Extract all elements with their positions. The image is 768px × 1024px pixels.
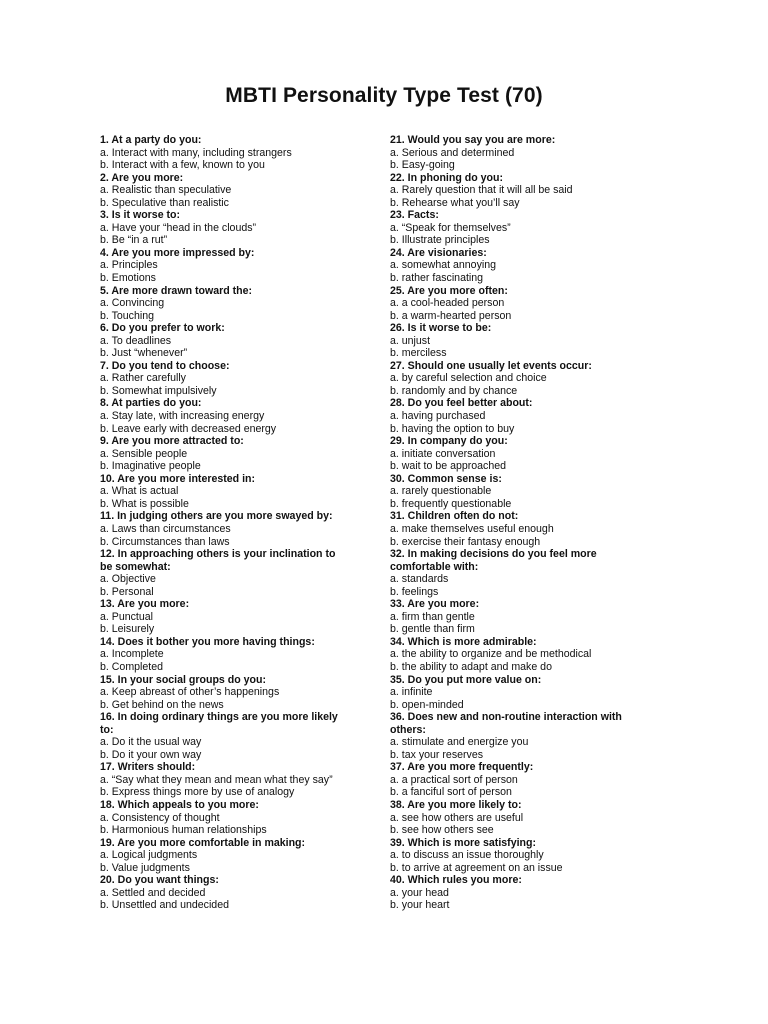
question-text: 38. Are you more likely to:: [390, 798, 522, 811]
question-text: 1. At a party do you:: [100, 134, 202, 146]
question-column-left: [100, 134, 350, 912]
question-item: [390, 435, 640, 473]
answer-option-b: b. a fanciful sort of person: [390, 786, 512, 799]
answer-option-b: b. Illustrate principles: [390, 234, 490, 247]
answer-option-a: a. Interact with many, including strangers: [100, 146, 292, 159]
question-text: 34. Which is more admirable:: [390, 635, 537, 648]
answer-option-a: a. firm than gentle: [390, 610, 475, 623]
question-item: [390, 548, 640, 598]
question-item: [100, 322, 350, 360]
answer-option-b: b. Just “whenever”: [100, 347, 188, 360]
answer-option-a: a. Sensible people: [100, 447, 188, 460]
question-item: [390, 711, 640, 761]
question-text: 27. Should one usually let events occur:: [390, 359, 592, 372]
question-text: 6. Do you prefer to work:: [100, 322, 225, 335]
answer-option-a: a. somewhat annoying: [390, 259, 497, 272]
answer-option-a: a. make themselves useful enough: [390, 522, 554, 535]
question-column-right: [390, 134, 640, 912]
question-text: 26. Is it worse to be:: [390, 322, 492, 335]
answer-option-a: a. by careful selection and choice: [390, 372, 547, 385]
question-item: [390, 285, 640, 323]
answer-option-a: a. Realistic than speculative: [100, 184, 232, 197]
question-item: [100, 874, 350, 912]
answer-option-a: a. standards: [390, 573, 449, 586]
answer-option-b: b. exercise their fantasy enough: [390, 535, 541, 548]
question-text: 25. Are you more often:: [390, 284, 508, 297]
question-item: [390, 674, 640, 712]
question-item: [100, 209, 350, 247]
answer-option-b: b. Somewhat impulsively: [100, 384, 217, 397]
question-text: 22. In phoning do you:: [390, 171, 503, 184]
answer-option-b: b. Be “in a rut”: [100, 234, 168, 247]
question-item: [390, 247, 640, 285]
question-item: [390, 134, 640, 172]
question-text: 31. Children often do not:: [390, 510, 519, 523]
question-text: 8. At parties do you:: [100, 397, 202, 410]
answer-option-b: b. feelings: [390, 585, 439, 598]
answer-option-b: b. Completed: [100, 660, 164, 673]
question-text: 33. Are you more:: [390, 598, 480, 611]
answer-option-a: a. Keep abreast of other’s happenings: [100, 686, 280, 699]
answer-option-a: a. Incomplete: [100, 648, 164, 661]
answer-option-a: a. Logical judgments: [100, 849, 198, 862]
question-item: [390, 473, 640, 511]
question-text: 7. Do you tend to choose:: [100, 359, 230, 372]
answer-option-b: b. Personal: [100, 585, 154, 598]
answer-option-b: b. Get behind on the news: [100, 698, 224, 711]
answer-option-b: b. What is possible: [100, 497, 189, 510]
answer-option-a: a. Have your “head in the clouds”: [100, 221, 257, 234]
question-item: [390, 874, 640, 912]
question-item: [100, 397, 350, 435]
answer-option-a: a. your head: [390, 886, 449, 899]
answer-option-a: a. What is actual: [100, 485, 179, 498]
answer-option-b: b. Interact with a few, known to you: [100, 159, 265, 172]
page-title: MBTI Personality Type Test (70): [225, 84, 543, 107]
answer-option-b: b. Emotions: [100, 272, 156, 285]
answer-option-a: a. Settled and decided: [100, 886, 206, 899]
question-text: 2. Are you more:: [100, 171, 184, 184]
question-text: 9. Are you more attracted to:: [100, 435, 244, 448]
question-text: 32. In making decisions do you feel more comfortable with:: [390, 548, 597, 573]
answer-option-a: a. Rather carefully: [100, 372, 186, 385]
question-item: [100, 435, 350, 473]
question-item: [100, 548, 350, 598]
answer-option-b: b. randomly and by chance: [390, 384, 518, 397]
answer-option-b: b. Harmonious human relationships: [100, 824, 267, 837]
answer-option-a: a. unjust: [390, 334, 431, 347]
answer-option-b: b. wait to be approached: [390, 460, 507, 473]
question-item: [100, 674, 350, 712]
question-item: [390, 837, 640, 875]
question-item: [390, 636, 640, 674]
question-item: [390, 172, 640, 210]
answer-option-b: b. Speculative than realistic: [100, 196, 229, 209]
question-item: [100, 247, 350, 285]
answer-option-a: a. rarely questionable: [390, 485, 492, 498]
question-item: [100, 285, 350, 323]
question-item: [390, 799, 640, 837]
answer-option-a: a. stimulate and energize you: [390, 736, 529, 749]
question-text: 39. Which is more satisfying:: [390, 836, 536, 849]
question-item: [390, 397, 640, 435]
answer-option-a: a. Laws than circumstances: [100, 522, 231, 535]
answer-option-b: b. Do it your own way: [100, 748, 202, 761]
answer-option-a: a. initiate conversation: [390, 447, 496, 460]
answer-option-b: b. tax your reserves: [390, 748, 484, 761]
answer-option-b: b. rather fascinating: [390, 272, 484, 285]
question-item: [390, 209, 640, 247]
answer-option-a: a. “Speak for themselves”: [390, 221, 511, 234]
answer-option-b: b. Express things more by use of analogy: [100, 786, 295, 799]
answer-option-a: a. Objective: [100, 573, 156, 586]
answer-option-b: b. to arrive at agreement on an issue: [390, 861, 563, 874]
question-text: 40. Which rules you more:: [390, 874, 522, 887]
question-item: [100, 360, 350, 398]
question-text: 20. Do you want things:: [100, 874, 219, 887]
answer-option-a: a. infinite: [390, 686, 433, 699]
question-text: 10. Are you more interested in:: [100, 472, 256, 485]
answer-option-b: b. Unsettled and undecided: [100, 899, 229, 912]
answer-option-b: b. Value judgments: [100, 861, 190, 874]
question-item: [390, 360, 640, 398]
answer-option-b: b. Leave early with decreased energy: [100, 422, 277, 435]
answer-option-b: b. having the option to buy: [390, 422, 515, 435]
question-item: [100, 598, 350, 636]
question-text: 23. Facts:: [390, 209, 439, 222]
question-item: [390, 510, 640, 548]
question-item: [390, 598, 640, 636]
answer-option-a: a. a cool-headed person: [390, 297, 505, 310]
question-item: [100, 711, 350, 761]
question-item: [100, 636, 350, 674]
question-item: [390, 322, 640, 360]
answer-option-a: a. Stay late, with increasing energy: [100, 410, 265, 423]
answer-option-a: a. the ability to organize and be methodical: [390, 648, 592, 661]
question-text: 36. Does new and non-routine interaction with others:: [390, 711, 622, 736]
question-text: 13. Are you more:: [100, 598, 190, 611]
answer-option-b: b. Touching: [100, 309, 154, 322]
answer-option-a: a. Convincing: [100, 297, 165, 310]
answer-option-b: b. your heart: [390, 899, 450, 912]
question-item: [100, 172, 350, 210]
question-item: [100, 134, 350, 172]
question-text: 3. Is it worse to:: [100, 209, 181, 222]
question-item: [100, 510, 350, 548]
question-item: [100, 799, 350, 837]
answer-option-a: a. see how others are useful: [390, 811, 524, 824]
question-text: 29. In company do you:: [390, 435, 508, 448]
answer-option-a: a. Rarely question that it will all be said: [390, 184, 573, 197]
answer-option-a: a. Principles: [100, 259, 158, 272]
answer-option-b: b. open-minded: [390, 698, 464, 711]
question-text: 4. Are you more impressed by:: [100, 246, 255, 259]
answer-option-a: a. Punctual: [100, 610, 154, 623]
question-text: 14. Does it bother you more having things:: [100, 635, 315, 648]
answer-option-b: b. Easy-going: [390, 159, 455, 172]
question-text: 11. In judging others are you more swayed by:: [100, 510, 333, 523]
answer-option-a: a. having purchased: [390, 410, 486, 423]
answer-option-b: b. frequently questionable: [390, 497, 512, 510]
answer-option-a: a. to discuss an issue thoroughly: [390, 849, 544, 862]
question-text: 37. Are you more frequently:: [390, 761, 534, 774]
answer-option-a: a. Consistency of thought: [100, 811, 220, 824]
answer-option-a: a. Serious and determined: [390, 146, 515, 159]
question-item: [100, 473, 350, 511]
question-text: 18. Which appeals to you more:: [100, 798, 259, 811]
question-text: 15. In your social groups do you:: [100, 673, 266, 686]
answer-option-b: b. see how others see: [390, 824, 494, 837]
question-text: 5. Are more drawn toward the:: [100, 284, 253, 297]
question-text: 16. In doing ordinary things are you more likely to:: [100, 711, 338, 736]
answer-option-a: a. Do it the usual way: [100, 736, 202, 749]
question-text: 24. Are visionaries:: [390, 246, 487, 259]
answer-option-b: b. merciless: [390, 347, 447, 360]
question-text: 28. Do you feel better about:: [390, 397, 533, 410]
question-text: 35. Do you put more value on:: [390, 673, 542, 686]
question-item: [390, 761, 640, 799]
question-item: [100, 837, 350, 875]
question-text: 19. Are you more comfortable in making:: [100, 836, 306, 849]
answer-option-b: b. the ability to adapt and make do: [390, 660, 552, 673]
answer-option-b: b. a warm-hearted person: [390, 309, 512, 322]
answer-option-a: a. To deadlines: [100, 334, 172, 347]
answer-option-b: b. gentle than firm: [390, 623, 475, 636]
answer-option-a: a. “Say what they mean and mean what they say”: [100, 773, 333, 786]
answer-option-b: b. Imaginative people: [100, 460, 201, 473]
question-text: 21. Would you say you are more:: [390, 134, 556, 146]
question-text: 30. Common sense is:: [390, 472, 502, 485]
question-item: [100, 761, 350, 799]
question-text: 12. In approaching others is your inclination to be somewhat:: [100, 548, 336, 573]
answer-option-b: b. Leisurely: [100, 623, 155, 636]
answer-option-b: b. Rehearse what you’ll say: [390, 196, 520, 209]
question-text: 17. Writers should:: [100, 761, 196, 774]
answer-option-a: a. a practical sort of person: [390, 773, 518, 786]
answer-option-b: b. Circumstances than laws: [100, 535, 230, 548]
